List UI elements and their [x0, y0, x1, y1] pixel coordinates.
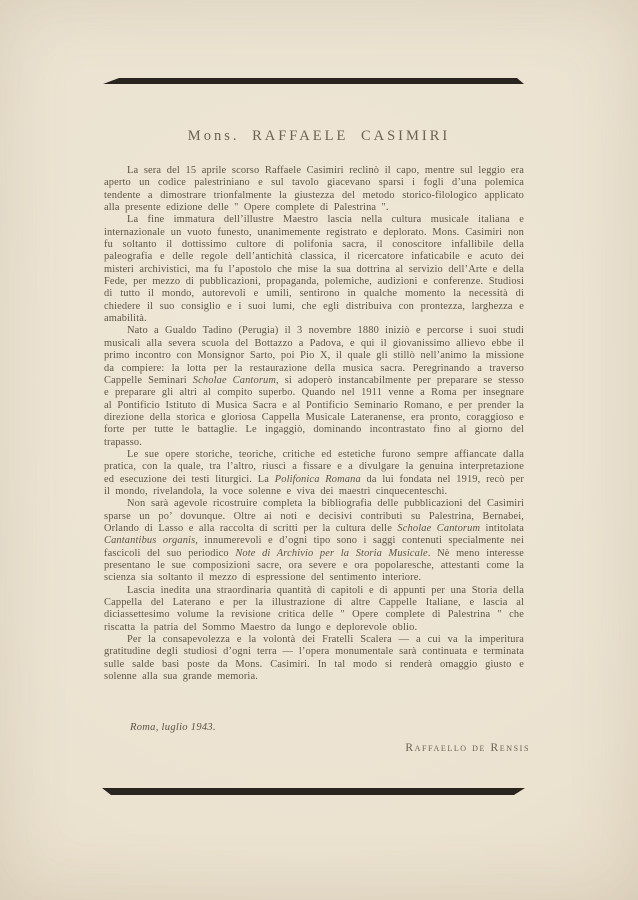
text-run: La fine immatura dell’illustre Maestro lascia nella cultura musicale italiana e internazionale un vuoto funesto, unanimemente registrato e deplorato. Mons. Casimiri non fu soltanto il dottissimo cultore di polifonia sacra, il conoscitore infallibile della paleografia e delle regole dell’antichità classica, il ricercatore infaticabile e acuto dei misteri archivistici, ma fu l’apostolo che mise la sua dottrina al servizio dell’Arte e della Fede, per mezzo di pubblicazioni, propaganda, polemiche, audizioni e conferenze. Studiosi di tutto il mondo, autorevoli e umili, sentirono in qualche momento la necessità di chiedere il suo consiglio e i suoi lumi, che egli distribuiva con prontezza, larghezza e amabilità. [104, 214, 524, 325]
paragraph [104, 214, 524, 325]
article-body [104, 165, 524, 683]
bottom-rule-ornament [102, 788, 525, 795]
author-signature: Raffaello de Rensis [405, 742, 530, 754]
italic-run: Scholae Cantorum [397, 522, 481, 534]
paragraph [104, 165, 524, 214]
paragraph [104, 498, 524, 584]
text-run: Per la consapevolezza e la volontà dei Fratelli Scalera — a cui va la imperitura gratitudine degli studiosi d’ogni terra — l’opera monumentale sarà continuata e terminata sulle salde basi poste da Mons. Casimiri. In tal modo si renderà omaggio giusto e solenne alla sua grande memoria. [104, 634, 524, 683]
paragraph [104, 585, 524, 634]
italic-run: Polifonica Romana [274, 473, 361, 485]
text-run: intitolata [480, 522, 524, 534]
paragraph [104, 634, 524, 683]
paragraph [104, 325, 524, 448]
text-run: Nato a Gualdo Tadino (Perugia) il 3 novembre 1880 iniziò e percorse i suoi studi musicali alla severa scuola del Bottazzo a Padova, e qui il giovanissimo allievo ebbe il primo incontro con Monsignor Sarto, poi Pio X, il quale gli stillò nell’animo la missione da compiere: la lotta per la restaurazione della musica sacra. Peregrinando a traverso Cappelle Seminari [104, 325, 524, 386]
paragraph [104, 449, 524, 498]
text-run: da lui fondata nel 1919, recò per il mondo, rivelandola, la voce solenne e viva dei maestri cinquecenteschi. [104, 473, 525, 497]
text-run: , si adoperò instancabilmente per preparare se stesso e preparare gli altri al compito superbo. Quando nel 1911 venne a Roma per insegnare al Pontificio Istituto di Musica Sacra e al Pontificio Seminario Romano, e per prender la direzione della storica e gloriosa Cappella Musicale Lateranense, era pronto, coraggioso e forte per tutte le battaglie. Le ingaggiò, dominando incontrastato fino al giorno del trapasso. [104, 374, 524, 448]
text-run: . Nè meno interesse presentano le sue composizioni sacre, ora severe e ora popolaresche, attestanti come la scienza sia soltanto il mezzo di espressione del sentimento interiore. [104, 547, 524, 584]
dateline: Roma, luglio 1943. [130, 722, 216, 733]
top-rule-ornament [103, 78, 524, 84]
italic-run: Note di Archivio per la Storia Musicale [235, 547, 428, 559]
text-run: Non sarà agevole ricostruire completa la bibliografia delle pubblicazioni del Casimiri sparse un po’ dovunque. Oltre ai noti e decisivi contributi su Palestrina, Bernabei, Orlando di Lasso e alla raccolta di scritti per la cultura delle [104, 498, 524, 534]
text-run: La sera del 15 aprile scorso Raffaele Casimiri reclinò il capo, mentre sul leggio era aperto un codice palestriniano e sul tavolo giacevano sparsi i fogli d’una polemica tendente a dimostrare trionfalmente la giustezza del metodo storico-filologico applicato alla presente edizione delle " Opere complete di Palestrina ". [104, 165, 524, 214]
page-title: Mons. RAFFAELE CASIMIRI [187, 128, 451, 144]
italic-run: Cantantibus organis [104, 535, 196, 547]
italic-run: Scholae Cantorum [192, 374, 277, 386]
text-run: , innumerevoli e d’ogni tipo sono i saggi contenuti specialmente nei fascicoli del suo periodico [104, 535, 524, 559]
text-run: Le sue opere storiche, teoriche, critiche ed estetiche furono sempre affiancate dalla pratica, con la quale, tra l’altro, riuscì a fissare e a divulgare la genuina interpretazione ed esecuzione dei testi liturgici. La [104, 448, 524, 485]
text-run: Lascia inedita una straordinaria quantità di capitoli e di appunti per una Storia della Cappella del Laterano e per la illustrazione di altre Cappelle Italiane, e lascia al diciassettesimo volume la revisione critica delle " Opere complete di Palestrina " che riscatta la patria del Sommo Maestro da lungo e deplorevole oblio. [104, 584, 524, 633]
